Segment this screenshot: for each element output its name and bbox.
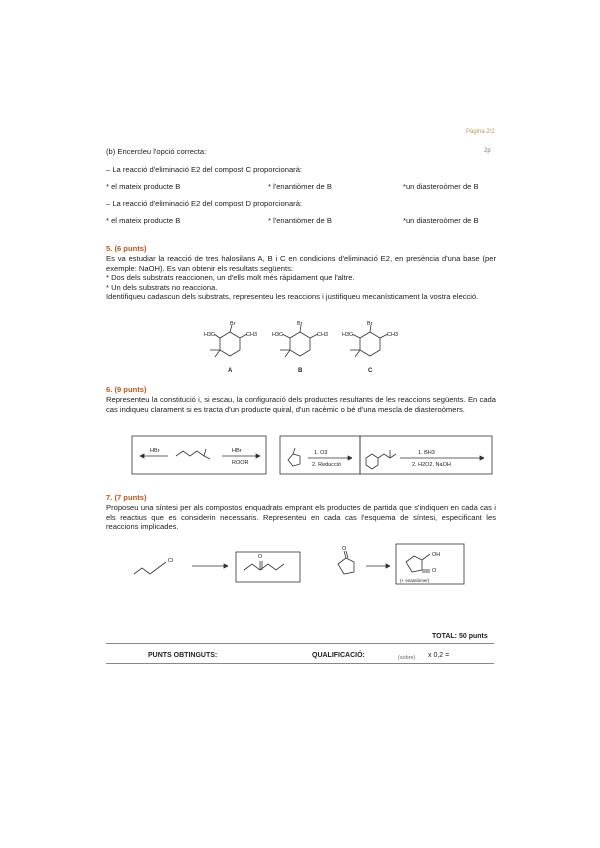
page-number: Pàgina 2/2	[466, 129, 495, 135]
structure-a	[210, 325, 247, 357]
part-b-points: 2p	[484, 148, 491, 154]
q5-structures	[190, 320, 410, 376]
label-c: C	[368, 368, 373, 374]
q2-option-1[interactable]: * el mateix producte B	[106, 216, 181, 225]
label-a: A	[228, 368, 233, 374]
r1-right-top: HBr	[232, 448, 242, 454]
s2-o-label: O	[432, 568, 437, 574]
structure-b	[280, 325, 318, 357]
r2-top: 1. O3	[314, 450, 328, 456]
structure-c	[350, 325, 388, 357]
a-h3c: H3C	[204, 332, 216, 338]
r1-left-reagent: HBr	[150, 448, 160, 454]
c-ch3: CH3	[387, 332, 399, 338]
footer-rule-top	[106, 643, 494, 644]
qualification-label: QUALIFICACIÓ:	[312, 652, 365, 659]
reaction-1-box	[132, 436, 266, 474]
q5-closing: Identifiqueu cadascun dels substrats, representeu les reaccions i justifiqueu mecanísticament la vostra elecció.	[106, 292, 479, 301]
q2-option-2[interactable]: * l'enantiòmer de B	[268, 216, 332, 225]
s2-oh-label: OH	[432, 552, 441, 558]
s1-product-label: O	[258, 554, 263, 560]
q5-bullet-2: * Un dels substrats no reacciona.	[106, 283, 218, 292]
q7-text: Proposeu una síntesi per als compostos enquadrats emprant els productes de partida que s'indiquen en cada cas i els reactius que es considerin necessaris. Representeu en cada cas l'esquema de síntesi, especificant les reaccions implicades.	[106, 503, 496, 532]
r2-bottom: 2. Reducció	[312, 462, 342, 468]
synthesis-1-target-box	[236, 552, 300, 582]
b-ch3: CH3	[317, 332, 329, 338]
q1-option-1[interactable]: * el mateix producte B	[106, 182, 181, 191]
total-points: TOTAL: 50 punts	[432, 633, 488, 640]
c-h3c: H3C	[342, 332, 354, 338]
c-br: Br	[367, 321, 373, 327]
s1-start-label: Cl	[168, 558, 174, 564]
a-br: Br	[230, 321, 236, 327]
q5-text: Es va estudiar la reacció de tres halosilans A, B i C en condicions d'eliminació E2, en presència d'una base (per exemple: NaOH). Es van obtenir els resultats següents:	[106, 254, 496, 273]
q5-heading: 5. (6 punts)	[106, 244, 147, 253]
q6-text: Representeu la constitució i, si escau, la configuració dels productes resultants de les reaccions següents. En cada cas indiqueu clarament si es tracta d'un producte quiral, d'un racèmic o bé d'una mescla de diasteroòmers.	[106, 395, 496, 414]
s2-note: (+ enantiòmer)	[400, 578, 430, 583]
q5-bullet-1: * Dos dels substrats reaccionen, un d'ells molt més ràpidament que l'altre.	[106, 273, 355, 282]
qualification-small: (sobre)	[398, 655, 416, 661]
q6-heading: 6. (9 punts)	[106, 385, 147, 394]
b-h3c: H3C	[272, 332, 284, 338]
q1-option-2[interactable]: * l'enantiòmer de B	[268, 182, 332, 191]
part-b-question-1: – La reacció d'eliminació E2 del compost C proporcionarà:	[106, 165, 303, 174]
part-b-instruction: (b) Encercleu l'opció correcta:	[106, 147, 207, 156]
q6-reactions	[128, 432, 498, 478]
q2-option-3[interactable]: *un diasteroòmer de B	[403, 216, 479, 225]
part-b-question-2: – La reacció d'eliminació E2 del compost D proporcionarà:	[106, 199, 303, 208]
footer-rule-bottom	[106, 663, 494, 664]
label-b: B	[298, 368, 303, 374]
r3-bottom: 2. H2O2, NaOH	[412, 462, 451, 468]
obtained-label: PUNTS OBTINGUTS:	[148, 652, 218, 659]
s2-start-label: O	[342, 546, 347, 552]
b-br: Br	[297, 321, 303, 327]
a-ch3: CH3	[246, 332, 258, 338]
q1-option-3[interactable]: *un diasteroòmer de B	[403, 182, 479, 191]
qualification-formula: x 0,2 =	[428, 652, 450, 659]
r1-right-bottom: ROOR	[232, 460, 249, 466]
q7-syntheses	[128, 540, 468, 586]
r3-top: 1. BH3	[418, 450, 435, 456]
q7-heading: 7. (7 punts)	[106, 493, 147, 502]
